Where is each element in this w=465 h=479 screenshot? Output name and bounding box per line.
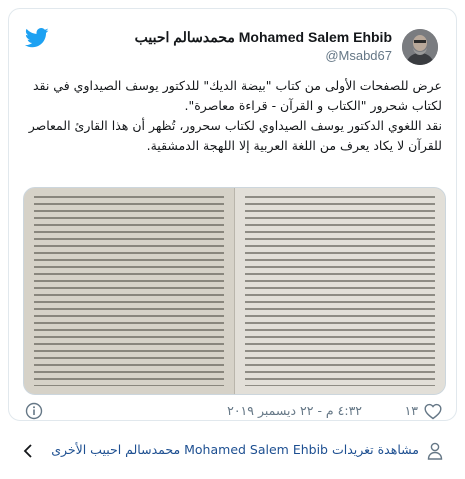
avatar[interactable] (402, 29, 438, 65)
chevron-left-icon[interactable] (22, 443, 34, 459)
person-icon (427, 442, 443, 460)
book-page-image[interactable] (24, 188, 234, 394)
tweet-card (8, 8, 457, 421)
heart-icon[interactable] (424, 403, 442, 420)
author-block[interactable] (135, 29, 392, 63)
more-tweets-link[interactable] (0, 433, 465, 469)
tweet-paragraph-2: نقد اللغوي الدكتور يوسف الصيداوي لكتاب سحرور، تُظهر أن هذا القارئ المعاصر للقرآن لا يكاد يعرف من اللغة العربية إلا اللهجة الدمشقية. (28, 118, 442, 153)
like-count: ١٣ (404, 403, 418, 418)
tweet-date[interactable]: ٤:٣٢ م - ٢٢ ديسمبر ٢٠١٩ (227, 403, 362, 418)
book-page-image[interactable] (234, 188, 445, 394)
tweet-text (23, 76, 442, 156)
tweet-footer (23, 402, 442, 422)
author-display-name[interactable]: Mohamed Salem Ehbib محمدسالم احبيب (134, 29, 392, 45)
author-handle[interactable]: @Msabd67 (325, 48, 392, 63)
avatar-image (402, 29, 438, 65)
info-icon[interactable] (25, 402, 43, 420)
tweet-paragraph-1: عرض للصفحات الأولى من كتاب "بيضة الديك" للدكتور يوسف الصيداوي في نقد لكتاب شحرور "الكتاب و القرآن - قراءة معاصرة". (32, 78, 442, 113)
twitter-bird-icon[interactable] (25, 28, 49, 48)
more-tweets-label[interactable]: مشاهدة تغريدات Mohamed Salem Ehbib محمدسالم احبيب الأخرى (51, 442, 419, 457)
tweet-media[interactable] (23, 187, 446, 395)
